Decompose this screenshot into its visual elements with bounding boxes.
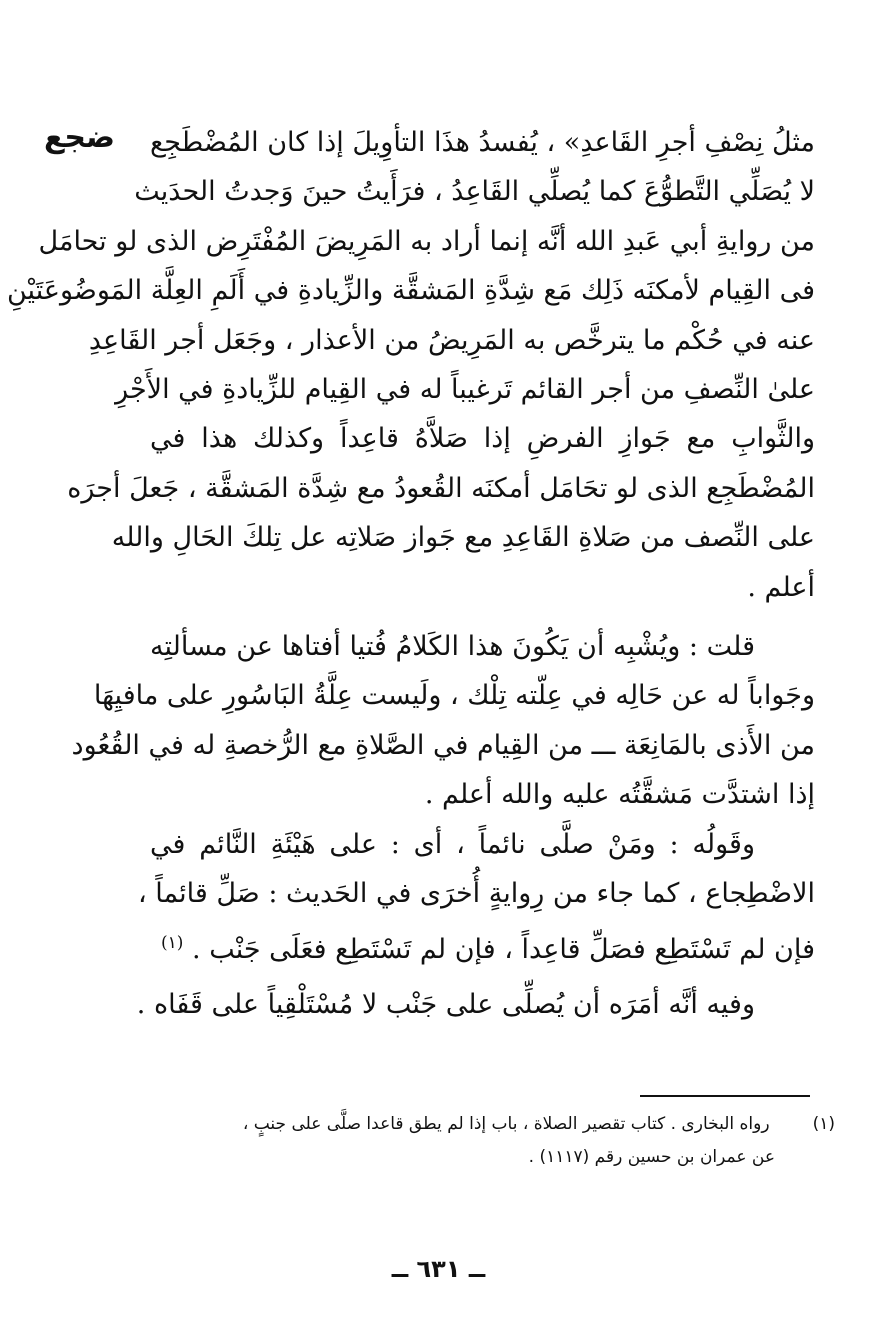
text-line: مثلُ نِصْفِ أجرِ القَاعدِ» ، يُفسدُ هذَا التأوِيلَ إذا كان المُضْطَجِع [149,127,815,158]
text-line: المُضْطَجِع الذى لو تحَامَل أمكنَه القُعودُ مع شِدَّة المَشقَّة ، جَعلَ أجرَه [67,472,815,504]
text-line: إذا اشتدَّت مَشقَّتُه عليه والله أعلم . [424,779,815,811]
text-segment: فإن لم تَسْتَطِع فصَلِّ قاعِداً ، فإن لم تَسْتَطِع فعَلَى جَنْب . [192,933,815,965]
paragraph-4 [136,980,815,1029]
text-line: وفيه أنَّه أمَرَه أن يُصلِّى على جَنْب لا مُسْتَلْقِياً على قَفَاه . [136,989,755,1020]
text-line: قلت : ويُشْبِه أن يَكُونَ هذا الكَلامُ فُتيا أفتاها عن مسألتِه [150,631,755,662]
text-line: وجَواباً له عن حَالِه في عِلّته تِلْك ، ولَيست عِلَّةُ البَاسُورِ على مافيِهَا [93,680,815,712]
footnote-divider [640,1095,810,1097]
paragraph-3 [138,820,815,968]
text-line: من الأَذى بالمَانِعَة ـــ من القِيام في الصَّلاةِ مع الرُّخصةِ له في القُعُود [71,729,815,761]
paragraph-2 [71,622,815,820]
text-line: على النِّصف من صَلاةِ القَاعِدِ مع جَواز صَلاتِه عل تِلكَ الحَالِ والله [111,522,815,554]
page-number: ــ ٦٣١ ــ [391,1255,486,1283]
text-line: الاضْطِجاع ، كما جاء من رِوايةٍ أُخرَى في الحَديث : صَلِّ قائماً ، [138,878,815,910]
text-line: علىٰ النِّصفِ من أجر القائم تَرغيباً له في القِيام للزِّيادةِ في الأَجْرِ [115,373,815,405]
margin-keyword: ضجع [43,120,116,155]
text-line: والثَّوابِ مع جَوازِ الفرضِ إذا صَلاَّهُ قاعِداً وكذلك هذا في [150,423,815,455]
text-line: أعلم . [747,571,815,603]
text-line: عنه في حُكْم ما يترخَّص به المَرِيضُ من الأعذار ، وجَعَل أجر القَاعِدِ [88,324,815,356]
footnote-line: عن عمران بن حسين رقم (١١١٧) . [528,1147,775,1167]
footnote-line [150,1108,835,1141]
text-line: لا يُصَلِّي التَّطوُّعَ كما يُصلِّي القَاعِدُ ، فرَأَيتُ حينَ وَجدتُ الحدَيث [134,176,815,208]
footnote-reference: (١) [161,932,184,953]
text-line [150,919,815,968]
footnote-number: (١) [812,1114,835,1134]
footnote-text: رواه البخارى . كتاب تقصير الصلاة ، باب إذا لم يطق قاعدا صلَّى على جنبٍ ، [242,1114,770,1134]
text-line: فى القِيام لأمكنَه ذَلِك مَع شِدَّةِ المَشقَّة والزِّيادةِ في أَلَمِ العِلَّة المَوضُوعَتَيْنِ [7,275,815,307]
footnote [150,1108,835,1174]
text-line: من روايةِ أبي عَبدِ الله أنَّه إنما أراد به المَرِيضَ المُفْتَرِض الذى لو تحامَل [38,225,815,257]
text-line: وقَولُه : ومَنْ صلَّى نائماً ، أى : على هَيْئَةِ النَّائم في [150,829,755,860]
